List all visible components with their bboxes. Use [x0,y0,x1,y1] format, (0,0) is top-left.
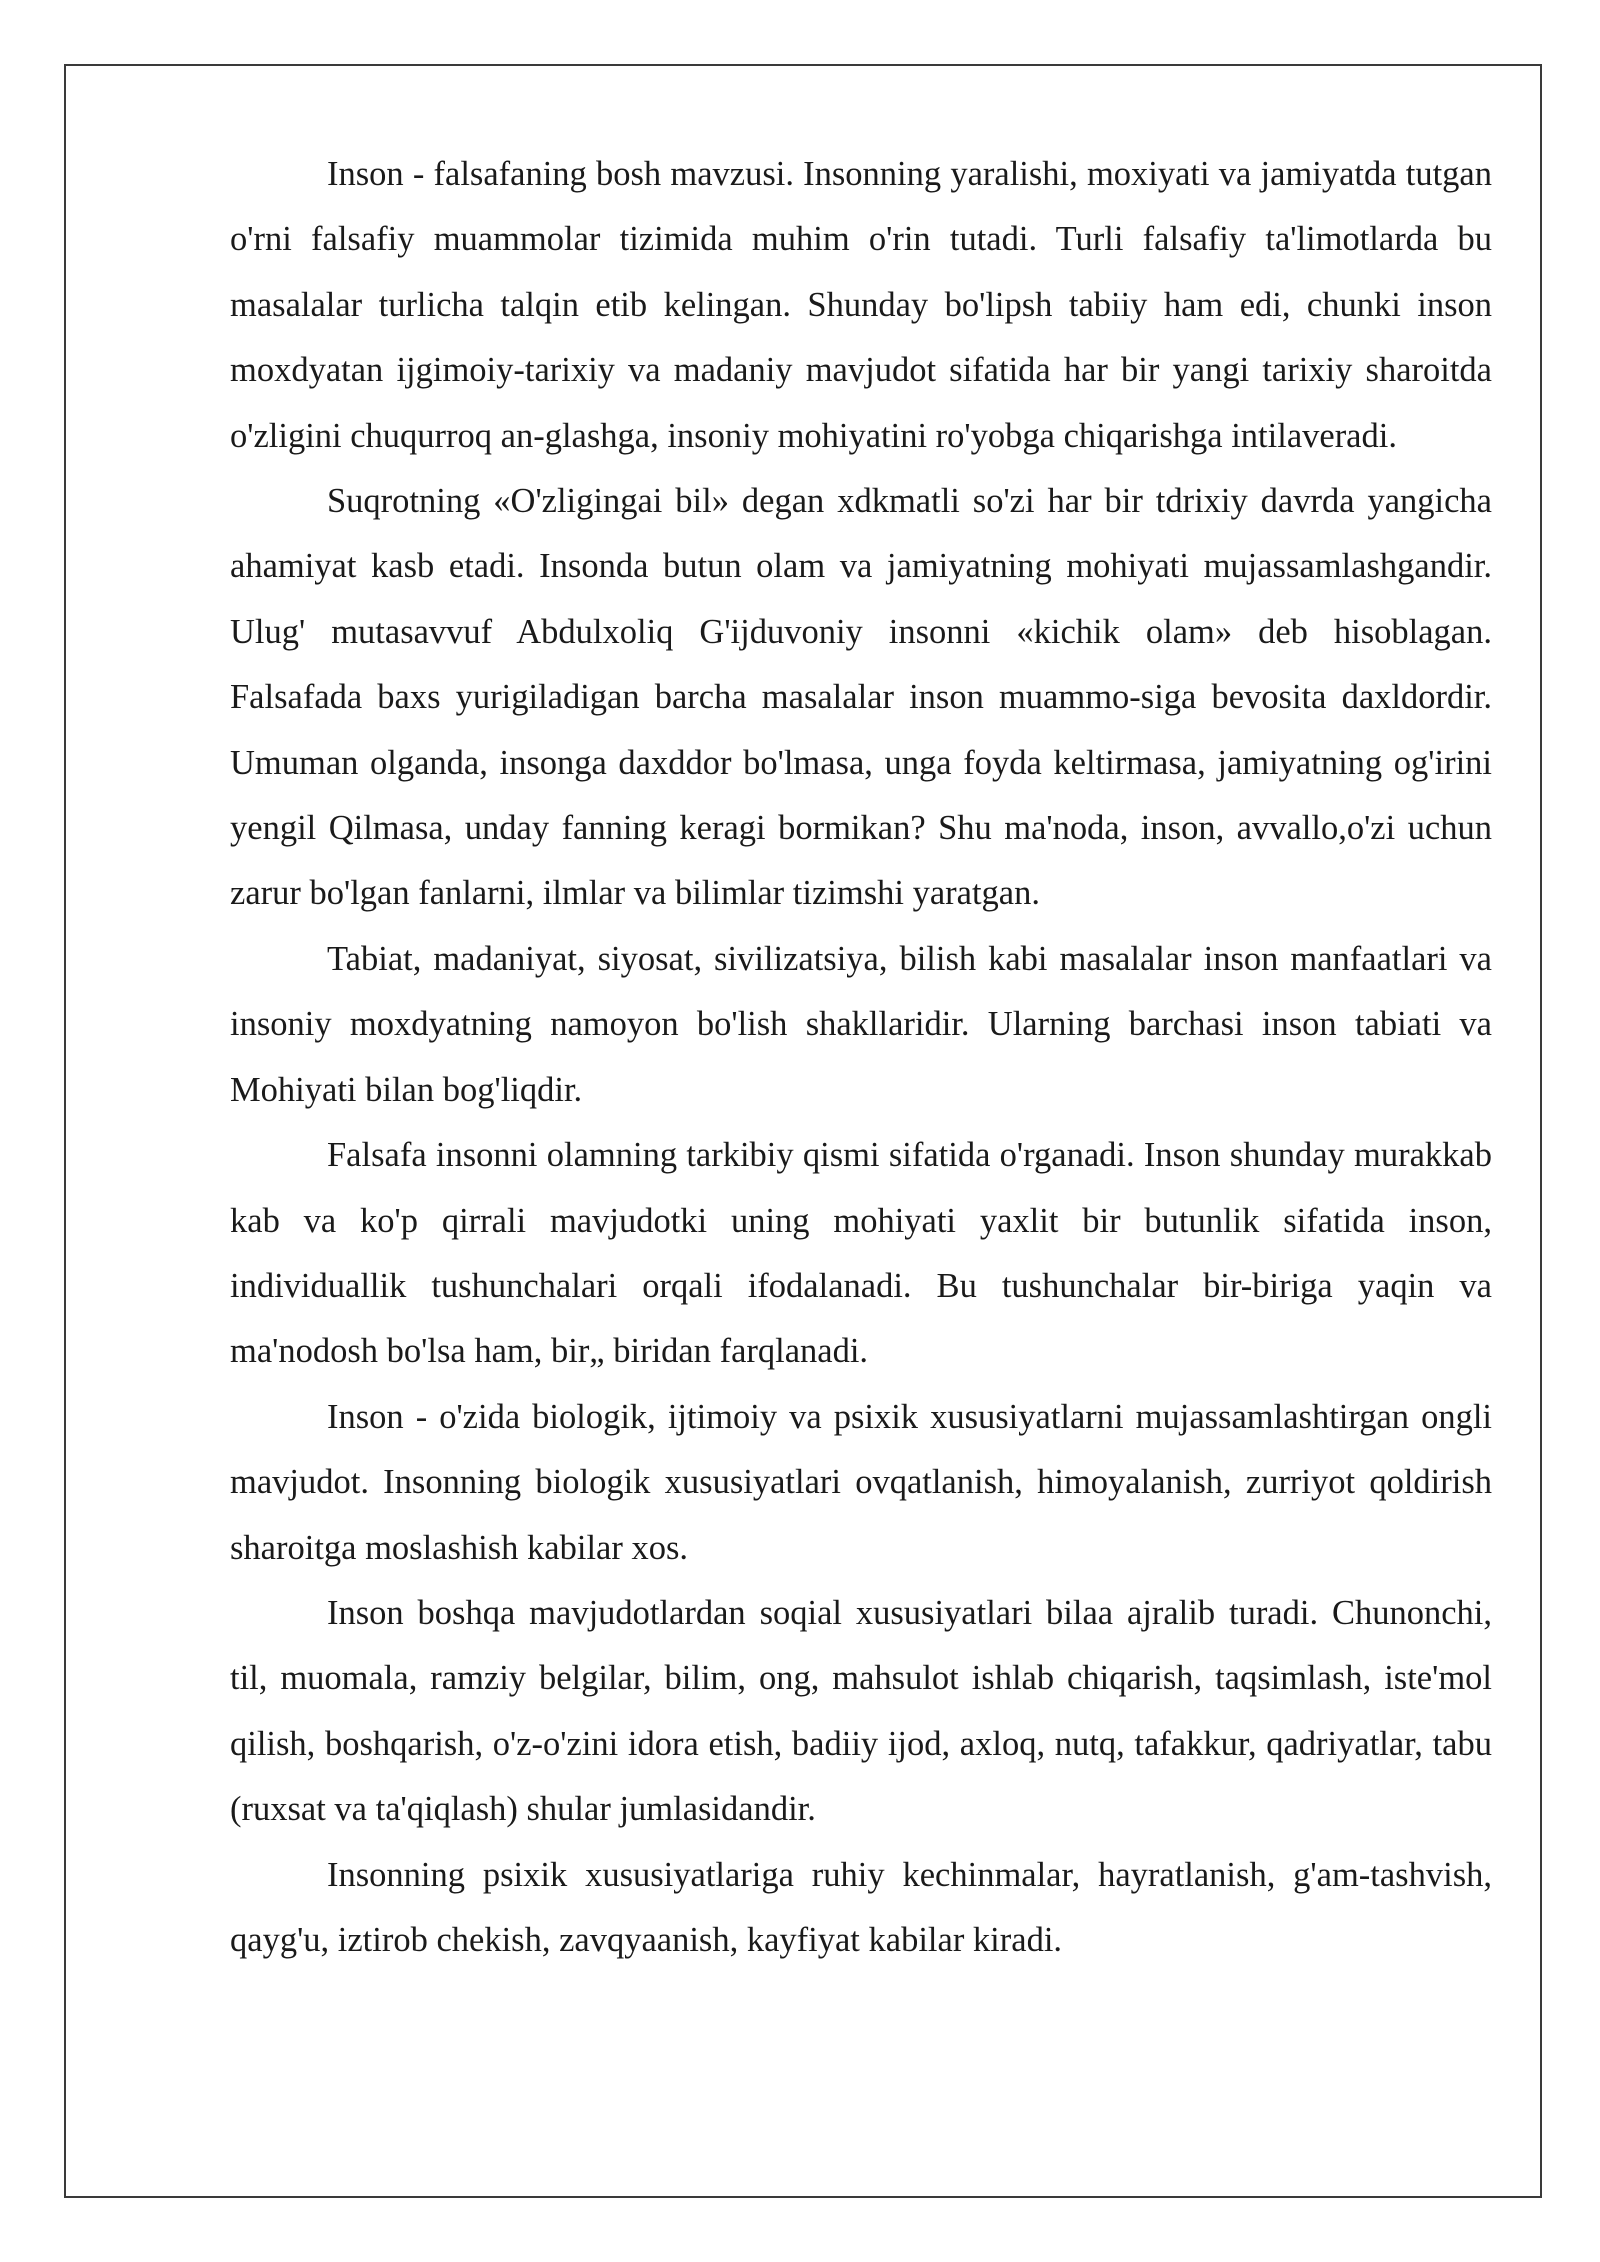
paragraph-2: Suqrotning «O'zligingai bil» degan xdkmatli so'zi har bir tdrixiy davrda yangicha ahamiyat kasb etadi. Insonda butun olam va jamiyatning mohiyati mujassamlashgandir. Ulug' mutasavvuf Abdulxoliq G'ijduvoniy insonni «kichik olam» deb hisoblagan. Falsafada baxs yurigiladigan barcha masalalar inson muammo-siga bevosita daxldordir. Umuman olganda, insonga daxddor bo'lmasa, unga foyda keltirmasa, jamiyatning og'irini yengil Qilmasa, unday fanning keragi bormikan? Shu ma'noda, inson, avvallo,o'zi uchun zarur bo'lgan fanlarni, ilmlar va bilimlar tizimshi yaratgan. [230,482,1492,913]
document-body [230,142,1492,1973]
paragraph-4: Falsafa insonni olamning tarkibiy qismi sifatida o'rganadi. Inson shunday murakkab kab va ko'p qirrali mavjudotki uning mohiyati yaxlit bir butunlik sifatida inson, individuallik tushunchalari orqali ifodalanadi. Bu tushunchalar bir-biriga yaqin va ma'nodosh bo'lsa ham, bir„ biridan farqlanadi. [230,1136,1492,1371]
paragraph-7: Insonning psixik xususiyatlariga ruhiy kechinmalar, hayratlanish, g'am-tashvish, qayg'u, iztirob chekish, zavqyaanish, kayfiyat kabilar kiradi. [230,1855,1492,1959]
paragraph-5: Inson - o'zida biologik, ijtimoiy va psixik xususiyatlarni mujassamlashtirgan ongli mavjudot. Insonning biologik xususiyatlari ovqatlanish, himoyalanish, zurriyot qoldirish sharoitga moslashish kabilar xos. [230,1397,1492,1567]
paragraph-6: Inson boshqa mavjudotlardan soqial xususiyatlari bilaa ajralib turadi. Chunonchi, til, muomala, ramziy belgilar, bilim, ong, mahsulot ishlab chiqarish, taqsimlash, iste'mol qilish, boshqarish, o'z-o'zini idora etish, badiiy ijod, axloq, nutq, tafakkur, qadriyatlar, tabu (ruxsat va ta'qiqlash) shular jumlasidandir. [230,1593,1492,1829]
paragraph-3: Tabiat, madaniyat, siyosat, sivilizatsiya, bilish kabi masalalar inson manfaatlari va insoniy moxdyatning namoyon bo'lish shakllaridir. Ularning barchasi inson tabiati va Mohiyati bilan bog'liqdir. [230,939,1492,1109]
paragraph-1: Inson - falsafaning bosh mavzusi. Insonning yaralishi, moxiyati va jamiyatda tutgan o'rni falsafiy muammolar tizimida muhim o'rin tutadi. Turli falsafiy ta'limotlarda bu masalalar turlicha talqin etib kelingan. Shunday bo'lipsh tabiiy ham edi, chunki inson moxdyatan ijgimoiy-tarixiy va madaniy mavjudot sifatida har bir yangi tarixiy sharoitda o'zligini chuqurroq an-glashga, insoniy mohiyatini ro'yobga chiqarishga intilaveradi. [230,155,1492,455]
